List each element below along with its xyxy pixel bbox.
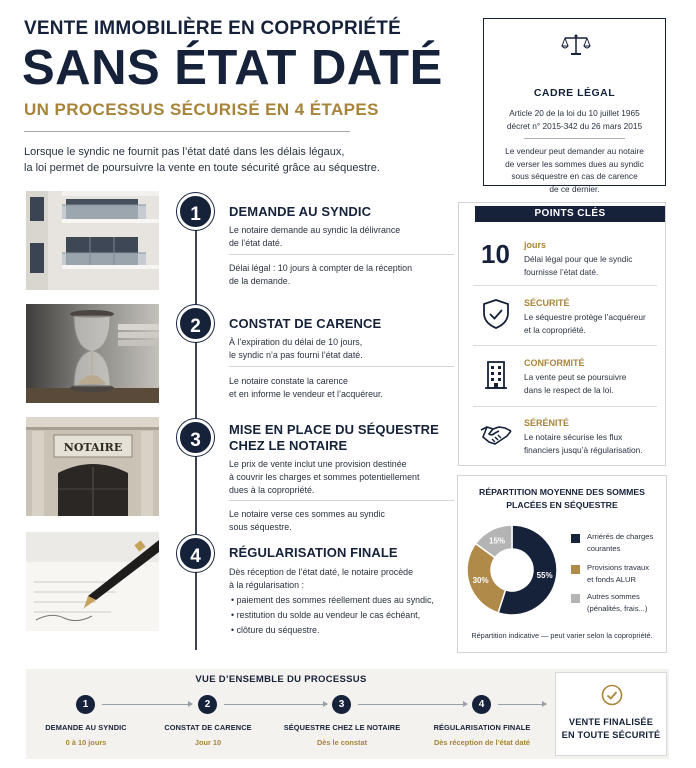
legend-swatch [571, 565, 580, 574]
list-item: • restitution du solde au vendeur le cas échéant, [231, 609, 446, 622]
point-title: SÉRÉNITÉ [524, 418, 570, 428]
legend-line: Autres sommes [587, 592, 640, 601]
cadre-legal-text [494, 145, 655, 195]
point-divider [473, 406, 657, 407]
building-balconies-image [26, 191, 159, 290]
step-title [229, 545, 398, 561]
step-paragraph [229, 375, 444, 401]
donut-slice-label: 30% [472, 576, 489, 586]
header-divider [24, 131, 350, 132]
arrow-right-icon [224, 704, 327, 705]
step-paragraph [229, 262, 444, 288]
step-line: sous séquestre. [229, 522, 292, 532]
step-title [229, 316, 381, 332]
intro-text [24, 144, 404, 176]
step-divider [229, 500, 454, 501]
overview-step-label: RÉGULARISATION FINALE [433, 723, 531, 732]
pen-document-image [26, 532, 159, 631]
point-text-line: fournisse l’état daté. [524, 266, 599, 277]
overview-step-number: 4 [472, 695, 491, 714]
step-number-3: 3 [177, 419, 214, 456]
arrow-right-icon [102, 704, 192, 705]
point-title: jours [524, 240, 547, 250]
point-text-line: Le séquestre protège l’acquéreur [524, 312, 646, 322]
overview-step-timing: Dès le constat [316, 738, 368, 747]
step-line: à couvrir les charges et sommes potentiellement [229, 472, 420, 482]
point-text-line: Délai légal pour que le syndic [524, 254, 633, 264]
final-outcome-box [555, 672, 667, 756]
legend-label [587, 562, 665, 585]
step-line: Délai légal : 10 jours à compter de la réception [229, 263, 413, 273]
step-line: Le notaire verse ces sommes au syndic [229, 509, 385, 519]
step-line: et en informe le vendeur et l’acquéreur. [229, 389, 383, 399]
ten-number: 10 [481, 239, 510, 269]
point-title: SÉCURITÉ [524, 298, 570, 308]
step-line: Le prix de vente inclut une provision destinée [229, 459, 407, 469]
step-paragraph [229, 508, 444, 534]
legend-line: (pénalités, frais...) [587, 603, 648, 613]
donut-slice-label: 15% [489, 536, 506, 546]
cadre-legal-title: CADRE LÉGAL [533, 87, 616, 99]
handshake-icon [479, 417, 513, 451]
step-line: de l’état daté. [229, 238, 283, 248]
shield-check-icon [479, 297, 513, 331]
legend-line: Arriérés de charges [587, 532, 654, 541]
overview-step-timing: Jour 10 [194, 738, 222, 747]
point-text-line: Le notaire sécurise les flux [524, 432, 623, 442]
step-line: À l’expiration du délai de 10 jours, [229, 337, 363, 347]
point-text-line: et la copropriété. [524, 324, 586, 335]
cadre-text-line: de ce dernier. [549, 183, 600, 194]
final-outcome-text [556, 716, 666, 742]
page-title: SANS ÉTAT DATÉ [22, 41, 443, 95]
overview-step-number: 2 [198, 695, 217, 714]
step-paragraph [229, 566, 444, 592]
notaire-facade-image [26, 417, 159, 516]
overview-step-timing: Dès réception de l’état daté [433, 738, 531, 747]
cadre-legal-box [483, 18, 666, 194]
step-line: de la demande. [229, 276, 291, 286]
overview-step-number: 3 [332, 695, 351, 714]
legend-swatch [571, 594, 580, 603]
cadre-text-line: Le vendeur peut demander au notaire [505, 146, 644, 156]
legend-line: et fonds ALUR [587, 574, 636, 584]
repartition-note: Répartition indicative — peut varier selon la copropriété. [471, 631, 653, 640]
building-icon [479, 357, 513, 391]
point-text [524, 371, 659, 396]
cadre-legal-law [492, 107, 657, 132]
page-subtitle: UN PROCESSUS SÉCURISÉ EN 4 ÉTAPES [24, 100, 379, 119]
step-title [229, 422, 439, 454]
overview-step-label: SÉQUESTRE CHEZ LE NOTAIRE [283, 723, 401, 732]
legend-line: courantes [587, 543, 621, 553]
intro-line: Lorsque le syndic ne fournit pas l’état daté dans les délais légaux, [24, 146, 345, 158]
step-title-line: RÉGULARISATION FINALE [229, 545, 398, 560]
overview-step-timing: 0 à 10 jours [65, 738, 107, 747]
step-number-4: 4 [177, 535, 214, 572]
list-item: • clôture du séquestre. [231, 624, 446, 637]
step-title [229, 204, 371, 220]
balance-scale-icon [561, 33, 591, 57]
point-text-line: La vente peut se poursuivre [524, 372, 627, 382]
legend-label [587, 531, 665, 554]
repartition-title-line: RÉPARTITION MOYENNE DES SOMMES [479, 487, 645, 497]
step-line: le syndic n’a pas fourni l’état daté. [229, 350, 363, 360]
overview-step-number: 1 [76, 695, 95, 714]
legend-label [587, 591, 665, 614]
step-paragraph [229, 458, 444, 497]
points-cles-header: POINTS CLÉS [475, 206, 665, 222]
repartition-title [462, 486, 662, 512]
step-divider [229, 254, 454, 255]
donut-slice-label: 55% [536, 571, 553, 581]
step-line: dues à la copropriété. [229, 485, 315, 495]
step-line: Le notaire demande au syndic la délivrance [229, 225, 401, 235]
step-line: Dès réception de l’état daté, le notaire procède [229, 567, 414, 577]
overview-title: VUE D’ENSEMBLE DU PROCESSUS [195, 674, 367, 685]
final-outcome-line: EN TOUTE SÉCURITÉ [561, 730, 661, 740]
repartition-title-line: PLACÉES EN SÉQUESTRE [506, 500, 618, 510]
list-item: • paiement des sommes réellement dues au syndic, [231, 594, 446, 607]
step-paragraph [229, 336, 444, 362]
step-bullet-list [231, 594, 446, 637]
check-circle-icon [601, 684, 623, 706]
step-title-line: MISE EN PLACE DU SÉQUESTRE [229, 422, 439, 437]
intro-line: la loi permet de poursuivre la vente en toute sécurité grâce au séquestre. [24, 162, 380, 174]
point-text [524, 311, 659, 336]
legend-line: Provisions travaux [587, 563, 650, 572]
step-title-line: CHEZ LE NOTAIRE [229, 438, 348, 453]
donut-chart [464, 522, 560, 618]
step-divider [229, 366, 454, 367]
point-title: CONFORMITÉ [524, 358, 585, 368]
arrow-right-icon [358, 704, 467, 705]
point-text-line: financiers jusqu’à régularisation. [524, 444, 643, 455]
step-number-1: 1 [177, 193, 214, 230]
process-overview [26, 669, 669, 759]
law-line: décret n° 2015-342 du 26 mars 2015 [506, 120, 643, 131]
point-text [524, 253, 659, 278]
final-outcome-line: VENTE FINALISÉE [568, 717, 654, 727]
point-divider [473, 285, 657, 286]
point-text-line: dans le respect de la loi. [524, 384, 614, 395]
law-line: Article 20 de la loi du 10 juillet 1965 [509, 108, 640, 118]
step-paragraph [229, 224, 444, 250]
step-title-line: DEMANDE AU SYNDIC [229, 204, 372, 219]
cadre-text-line: sous séquestre en cas de carence [511, 171, 638, 181]
point-divider [473, 345, 657, 346]
points-cles-panel [458, 202, 666, 466]
step-line: à la régularisation : [229, 580, 304, 590]
arrow-right-icon [498, 704, 546, 705]
notaire-sign: NOTAIRE [63, 441, 123, 454]
repartition-panel [457, 475, 667, 653]
step-line: Le notaire constate la carence [229, 376, 348, 386]
cadre-divider [524, 138, 625, 139]
point-text [524, 431, 659, 456]
step-title-line: CONSTAT DE CARENCE [229, 316, 382, 331]
overview-step-label: DEMANDE AU SYNDIC [45, 723, 127, 732]
step-number-2: 2 [177, 305, 214, 342]
legend-swatch [571, 534, 580, 543]
hourglass-image [26, 304, 159, 403]
overview-step-label: CONSTAT DE CARENCE [164, 723, 252, 732]
cadre-text-line: de verser les sommes dues au syndic [505, 158, 644, 169]
header-top-line: VENTE IMMOBILIÈRE EN COPROPRIÉTÉ [24, 18, 401, 39]
